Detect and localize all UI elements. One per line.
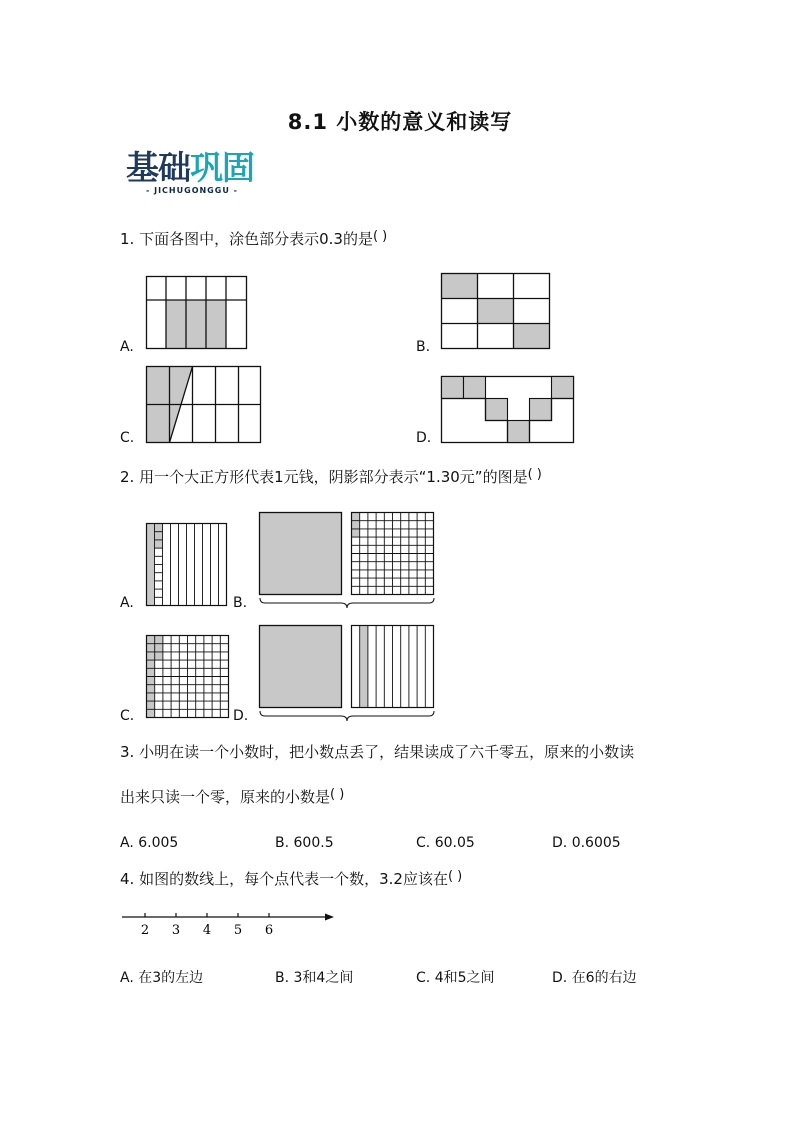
q4-option-b-text: 3和4之间 [293, 970, 354, 986]
question-3-line1 [120, 741, 634, 762]
tick-label-3: 3 [171, 923, 181, 938]
q4-option-a-text: 在3的左边 [138, 970, 204, 986]
q3-option-a-text: 6.005 [138, 835, 179, 851]
q1-paren: ( ) [372, 229, 388, 244]
q4-paren: ( ) [447, 869, 463, 884]
shaded-cell [147, 677, 155, 685]
shaded-cell [147, 644, 155, 652]
shaded-cell [147, 709, 155, 717]
q1-figure-a [146, 276, 248, 350]
page-title: 8.1 小数的意义和读写 [287, 110, 513, 134]
question-3-line2 [120, 786, 344, 807]
q1-figure-c [146, 366, 262, 444]
q3-paren: ( ) [330, 787, 345, 802]
q2-number: 2. [120, 468, 135, 486]
question-4 [120, 868, 462, 889]
q3-option-b-label: B. [275, 835, 290, 851]
q3-option-c-label: C. [416, 835, 431, 851]
shaded-cell [352, 521, 360, 529]
question-2 [120, 466, 542, 487]
logo-subtitle: - JICHUGONGGU - [146, 186, 238, 195]
q1-figure-b [441, 273, 551, 350]
q2-figure-d-brace [259, 710, 435, 722]
tick-label-4: 4 [202, 923, 212, 938]
q3-option-c-text: 60.05 [434, 835, 475, 851]
q2-option-c-label[interactable]: C. [120, 708, 135, 724]
q1-option-d-label[interactable]: D. [416, 430, 432, 446]
q2-text: 用一个大正方形代表1元钱，阴影部分表示“1.30元”的图是 [139, 468, 528, 486]
q1a-shade [166, 300, 226, 348]
q2-figure-b-brace [259, 597, 435, 609]
tick-label-6: 6 [264, 923, 274, 938]
q4-option-c-text: 4和5之间 [434, 970, 495, 986]
number-line-arrow [325, 914, 334, 921]
shaded-strip [147, 524, 155, 606]
strip [360, 626, 368, 708]
tick-label-5: 5 [233, 923, 243, 938]
shaded-cell [352, 513, 360, 521]
shaded-cell [147, 685, 155, 693]
q4-option-d[interactable] [552, 967, 637, 987]
q4-number: 4. [120, 870, 135, 888]
q2-figure-d-strips [351, 625, 435, 709]
q2-figure-a [146, 523, 228, 607]
shaded-cell [147, 660, 155, 668]
shaded-cell [352, 529, 360, 537]
q3-option-a[interactable] [120, 835, 178, 851]
logo-text-teal: 巩固 [190, 148, 254, 187]
q3-number: 3. [120, 743, 135, 761]
q1-option-b-label[interactable]: B. [416, 339, 431, 355]
q3-text-line2: 出来只读一个零，原来的小数是 [120, 788, 331, 806]
tick-label-2: 2 [140, 923, 150, 938]
q2-figure-c [146, 635, 230, 719]
q4-option-c-label: C. [416, 970, 431, 986]
q3-option-d[interactable] [552, 835, 621, 851]
q3-option-c[interactable] [416, 835, 475, 851]
q3-option-b-text: 600.5 [293, 835, 334, 851]
q4-option-d-text: 在6的右边 [571, 970, 637, 986]
q4-option-a-label: A. [120, 970, 134, 986]
q1-text: 下面各图中，涂色部分表示0.3的是 [139, 230, 373, 248]
shaded-cell [155, 636, 163, 644]
q4-option-d-label: D. [552, 970, 568, 986]
shaded-cell [147, 693, 155, 701]
strip [368, 626, 376, 708]
q3-option-d-label: D. [552, 835, 568, 851]
section-logo [126, 150, 254, 195]
shaded-cell [147, 701, 155, 709]
q2-figure-b-grid [351, 512, 435, 596]
shaded-cell [147, 668, 155, 676]
q3-option-b[interactable] [275, 835, 334, 851]
shaded-cell [155, 652, 163, 660]
shaded-cell [155, 644, 163, 652]
q2-figure-b-square [259, 512, 343, 596]
shaded-cell [155, 532, 163, 540]
q1-option-c-label[interactable]: C. [120, 430, 135, 446]
shaded-cell [155, 540, 163, 548]
shaded-cell [147, 652, 155, 660]
q2-paren: ( ) [527, 467, 542, 482]
q1-number: 1. [120, 230, 135, 248]
q4-option-a[interactable] [120, 967, 203, 987]
logo-text-dark: 基础 [126, 148, 190, 187]
q1-option-a-label[interactable]: A. [120, 339, 134, 355]
strip [352, 626, 360, 708]
q2-figure-d-square [259, 625, 343, 709]
q4-option-b[interactable] [275, 967, 353, 987]
q2-option-a-label[interactable]: A. [120, 595, 134, 611]
q3-option-a-label: A. [120, 835, 134, 851]
shaded-cell [147, 636, 155, 644]
q2-option-d-label[interactable]: D. [233, 708, 249, 724]
q4-option-c[interactable] [416, 967, 495, 987]
shaded-cell [155, 524, 163, 532]
q4-text: 如图的数线上，每个点代表一个数，3.2应该在 [139, 870, 448, 888]
q4-option-b-label: B. [275, 970, 290, 986]
q1-figure-d [441, 376, 574, 444]
question-1 [120, 228, 387, 249]
q2-option-b-label[interactable]: B. [233, 595, 248, 611]
q3-text-line1: 小明在读一个小数时，把小数点丢了，结果读成了六千零五，原来的小数读 [139, 743, 635, 761]
q3-option-d-text: 0.6005 [571, 835, 621, 851]
q4-number-line [120, 908, 340, 938]
